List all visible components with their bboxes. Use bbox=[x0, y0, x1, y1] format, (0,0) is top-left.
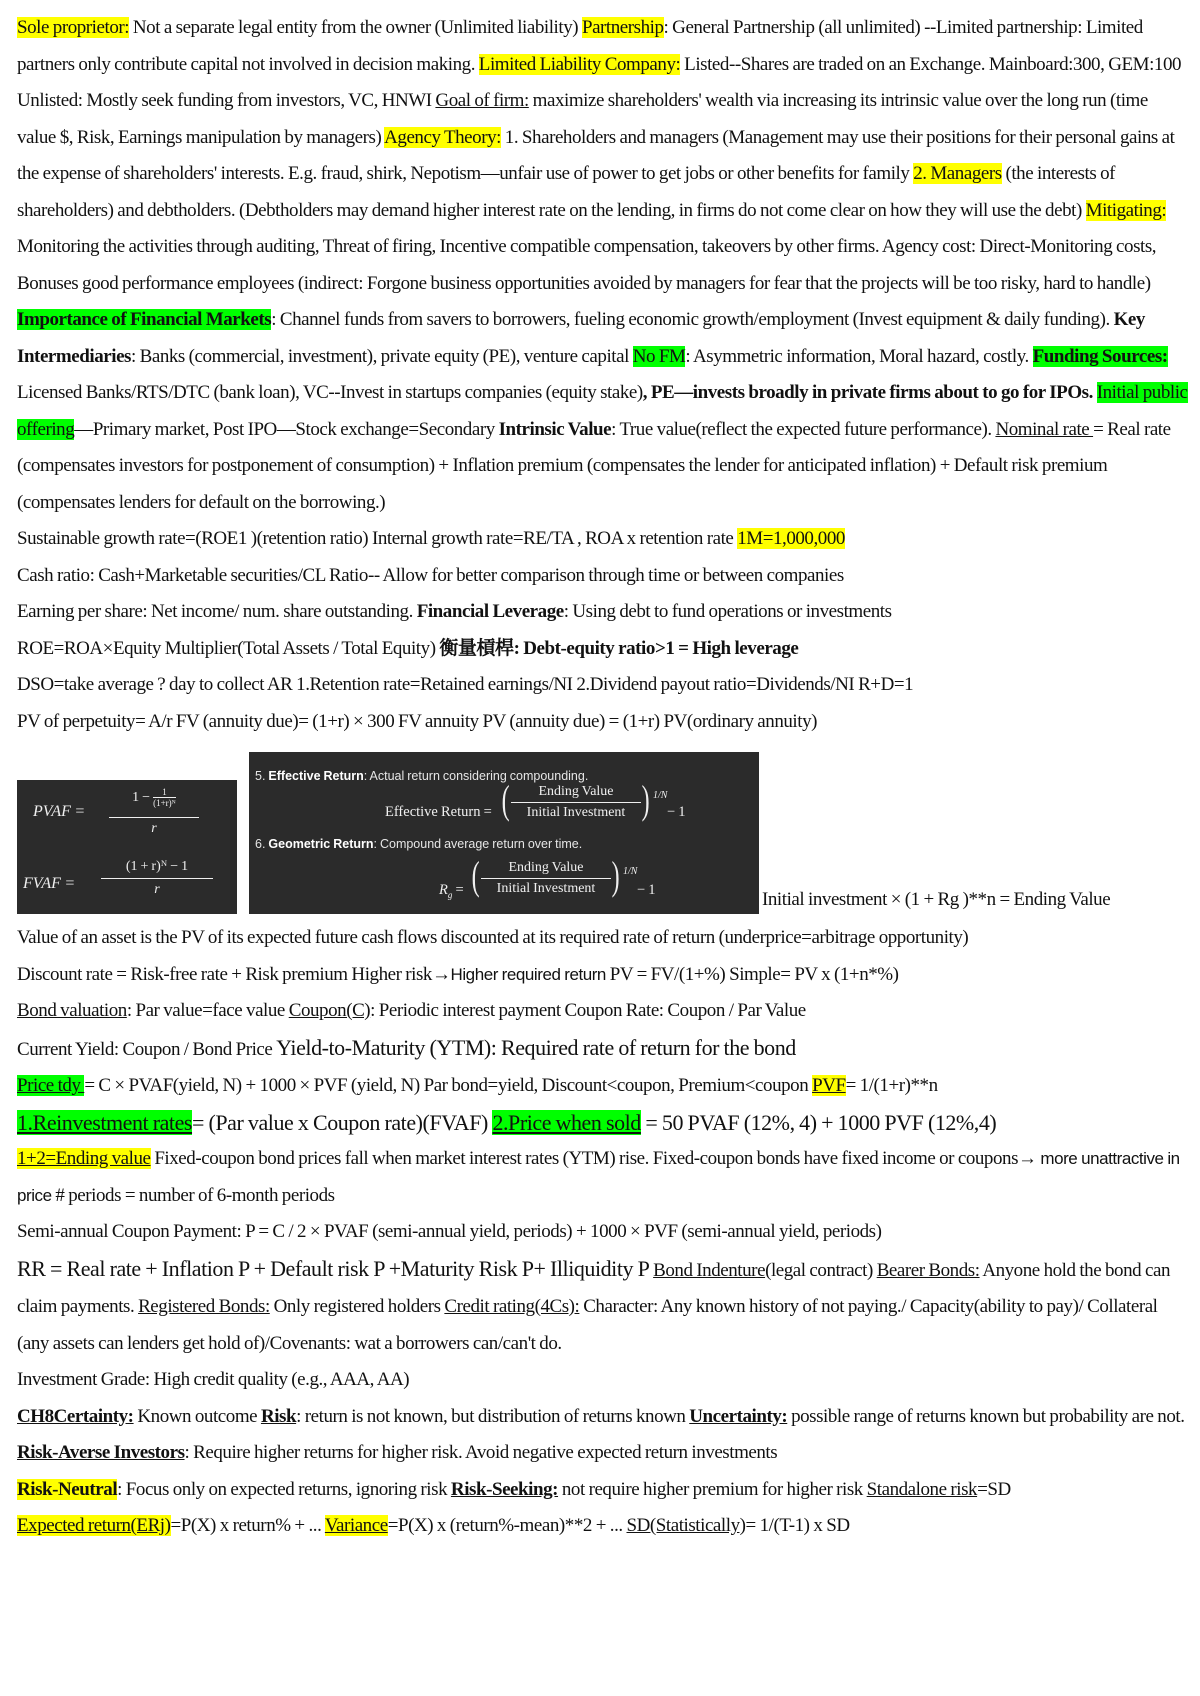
term-ending-value: 1+2=Ending value bbox=[17, 1148, 151, 1169]
term-key-intermediaries: Key Intermediaries bbox=[17, 309, 1145, 367]
pvaf-numerator-text: 1 − bbox=[132, 790, 151, 805]
text-span: = C × PVAF(yield, N) + 1000 × PVF (yield, N) Par bond=yield, Discount<coupon, Premium<coupon bbox=[84, 1075, 813, 1096]
text-span: : Channel funds from savers to borrowers, fueling economic growth/employment (Invest equipment & daily funding). bbox=[271, 309, 1114, 330]
text-span: = 1/(T-1) x SD bbox=[745, 1515, 850, 1536]
line-cash-ratio bbox=[17, 558, 1189, 595]
line-roe bbox=[17, 631, 1189, 668]
line-asset-value bbox=[17, 920, 1189, 957]
text-span: DSO=take average ? day to collect AR 1.Retention rate=Retained earnings/NI 2.Dividend payout ratio=Dividends/NI R+D=1 bbox=[17, 674, 914, 695]
text-span: Not a separate legal entity from the owner (Unlimited liability) bbox=[129, 17, 582, 38]
term-sd: SD(Statistically) bbox=[626, 1515, 746, 1536]
line-current-yield bbox=[17, 1030, 1189, 1069]
line-eps bbox=[17, 594, 1189, 631]
paragraph-business-structures bbox=[17, 10, 1189, 521]
line-discount-rate bbox=[17, 957, 1189, 994]
term-certainty: CH8Certainty: bbox=[17, 1405, 134, 1427]
return-formulas-image bbox=[249, 752, 759, 914]
item-title: Geometric Return bbox=[268, 837, 374, 851]
text-span: Character: Any known history of not paying./ Capacity(ability to pay)/ Collateral (any assets can lenders get hold of)/Covenants: wat a borrowers can/can't do. bbox=[17, 1296, 1158, 1354]
text-pe-bold: , PE—invests broadly in private firms about to go for IPOs. bbox=[642, 382, 1093, 403]
term-price-when-sold: 2.Price when sold bbox=[492, 1109, 641, 1135]
text-span: Earning per share: Net income/ num. share outstanding. bbox=[17, 601, 417, 622]
term-bearer-bonds: Bearer Bonds: bbox=[876, 1259, 980, 1281]
eff-exponent: 1/N bbox=[653, 790, 668, 801]
term-llc: Limited Liability Company: bbox=[478, 53, 681, 75]
geo-exponent: 1/N bbox=[623, 866, 638, 877]
term-funding-sources: Funding Sources: bbox=[1032, 345, 1168, 367]
pvaf-inner-top: 1 bbox=[153, 787, 176, 798]
text-span: : Periodic interest payment Coupon Rate: Coupon / Par Value bbox=[370, 1000, 806, 1021]
text-span: (the interests of shareholders) and debtholders. (Debtholders may demand higher interest rate on the lending, in firms do not come clear on how they will use the debt) bbox=[17, 163, 1116, 221]
paragraph-risk-definitions bbox=[17, 1399, 1189, 1472]
fvaf-numerator: (1 + r)ᴺ − 1 bbox=[125, 859, 189, 874]
term-no-fm: No FM bbox=[632, 345, 686, 367]
pvaf-label: PVAF = bbox=[33, 803, 86, 820]
text-span: # periods = number of 6-month periods bbox=[51, 1184, 335, 1206]
term-bond-valuation: Bond valuation bbox=[17, 1000, 127, 1021]
text-more-unattractive: more unattractive in price bbox=[17, 1149, 1180, 1205]
line-investment-grade bbox=[17, 1362, 1189, 1399]
eff-numerator: Ending Value bbox=[538, 784, 614, 799]
paren-right: ) bbox=[611, 853, 620, 898]
term-importance-financial-markets: Importance of Financial Markets bbox=[17, 309, 272, 330]
text-span: = (Par value x Coupon rate)(FVAF) bbox=[192, 1109, 493, 1135]
paren-left: ( bbox=[471, 853, 480, 898]
text-higher-required-return: Higher required return bbox=[450, 964, 606, 984]
text-span: : Require higher returns for higher risk. Avoid negative expected return investments bbox=[184, 1442, 778, 1463]
item-description: : Actual return considering compounding. bbox=[363, 769, 589, 783]
line-bond-valuation bbox=[17, 993, 1189, 1030]
text-span: not require higher premium for higher risk bbox=[558, 1478, 867, 1500]
term-bond-indenture: Bond Indenture bbox=[653, 1259, 766, 1281]
image-caption-ending-value: Initial investment × (1 + Rg )**n = Ending Value bbox=[762, 889, 1111, 910]
term-agency-theory: Agency Theory: bbox=[384, 126, 501, 148]
text-span: : return is not known, but distribution of returns known bbox=[296, 1405, 690, 1427]
text-span: Cash ratio: Cash+Marketable securities/CL Ratio-- Allow for better comparison through time or between companies bbox=[17, 564, 844, 586]
term-ipo: Initial public offering bbox=[17, 382, 1188, 440]
formula-images-row bbox=[17, 752, 1189, 914]
text-span: : Banks (commercial, investment), private equity (PE), venture capital bbox=[131, 345, 633, 367]
text-span: = Real rate (compensates investors for postponement of consumption) + Inflation premium (compensates the lender for anticipated inflation) + Default risk premium (compensates lenders for default on the borrowing.) bbox=[17, 418, 1171, 513]
text-span: Monitoring the activities through auditing, Threat of firing, Incentive compatible compensation, takeovers by other firms. Agency cost: Direct-Monitoring costs, Bonuses good performance employees (indirect: Forgone business opportunities avoided by managers for fear that the projects will be too risky, hard to handle) bbox=[17, 236, 1157, 294]
term-reinvestment-rates: 1.Reinvestment rates bbox=[17, 1109, 193, 1135]
term-intrinsic-value: Intrinsic Value bbox=[498, 418, 612, 440]
text-span: Semi-annual Coupon Payment: P = C / 2 × PVAF (semi-annual yield, periods) + 1000 × PVF (semi-annual yield, periods) bbox=[17, 1221, 882, 1242]
paren-right: ) bbox=[641, 777, 650, 822]
term-pvf: PVF bbox=[812, 1075, 846, 1096]
term-mitigating: Mitigating: bbox=[1085, 199, 1167, 221]
line-dso bbox=[17, 667, 1189, 704]
text-span: possible range of returns known but probability are not. bbox=[787, 1405, 1185, 1427]
line-expected-return bbox=[17, 1508, 1189, 1545]
text-span: maximize shareholders' wealth via increasing its intrinsic value over the long run (time value $, Risk, Earnings manipulation by managers) bbox=[17, 90, 1148, 148]
term-expected-return: Expected return(ERj) bbox=[17, 1515, 171, 1536]
term-goal-of-firm: Goal of firm: bbox=[435, 90, 529, 111]
item-description: : Compound average return over time. bbox=[373, 837, 583, 851]
text-span: 1. Shareholders and managers (Management may use their positions for their personal gains at the expense of shareholders' interests. E.g. fraud, shirk, Nepotism—unfair use of power to get jobs or other benefits for family bbox=[17, 126, 1175, 184]
text-ytm: Yield-to-Maturity (YTM): Required rate of return for the bond bbox=[276, 1034, 796, 1060]
geo-r: R bbox=[439, 882, 448, 898]
text-span: Current Yield: Coupon / Bond Price bbox=[17, 1038, 277, 1060]
text-span: : Asymmetric information, Moral hazard, costly. bbox=[685, 345, 1033, 367]
eff-denominator: Initial Investment bbox=[511, 802, 641, 823]
text-span: = 1/(1+r)**n bbox=[845, 1075, 938, 1096]
text-span: : General Partnership (all unlimited) --Limited partnership: Limited partners only contribute capital not involved in decision making. bbox=[17, 17, 1143, 75]
text-span: Listed--Shares are traded on an Exchange. Mainboard:300, GEM:100 Unlisted: Mostly seek funding from investors, VC, HNWI bbox=[17, 53, 1182, 111]
geo-denominator: Initial Investment bbox=[481, 878, 611, 899]
fvaf-fraction bbox=[101, 856, 213, 901]
term-risk-seeking: Risk-Seeking: bbox=[450, 1478, 559, 1500]
line-risk-neutral bbox=[17, 1472, 1189, 1509]
paren-left: ( bbox=[501, 777, 510, 822]
text-span: = 50 PVAF (12%, 4) + 1000 PVF (12%,4) bbox=[640, 1109, 997, 1135]
text-span: PV of perpetuity= A/r FV (annuity due)= (1+r) × 300 FV annuity PV (annuity due) = (1+r) PV(ordinary annuity) bbox=[17, 710, 818, 732]
paragraph-bond-types bbox=[17, 1251, 1189, 1363]
item-title: Effective Return bbox=[268, 769, 364, 783]
text-span: : Using debt to fund operations or investments bbox=[563, 601, 892, 622]
eff-minus-one: − 1 bbox=[667, 804, 686, 820]
geo-minus-one: − 1 bbox=[637, 882, 656, 898]
paragraph-fixed-coupon bbox=[17, 1141, 1189, 1214]
term-risk-averse: Risk-Averse Investors bbox=[17, 1442, 185, 1463]
term-nominal-rate: Nominal rate bbox=[995, 418, 1094, 440]
term-coupon: Coupon(C) bbox=[288, 1000, 371, 1021]
note-million: 1M=1,000,000 bbox=[737, 528, 845, 549]
effective-return-fraction bbox=[511, 782, 641, 823]
geo-numerator: Ending Value bbox=[508, 860, 584, 875]
pvaf-fvaf-formula-image bbox=[17, 780, 237, 914]
pvaf-fraction bbox=[109, 780, 199, 840]
line-semi-annual bbox=[17, 1214, 1189, 1251]
text-span: : Par value=face value bbox=[126, 1000, 289, 1021]
term-managers: 2. Managers bbox=[913, 163, 1002, 184]
fvaf-denominator: r bbox=[101, 878, 213, 901]
geo-equals: = bbox=[452, 882, 464, 898]
text-span: =SD bbox=[977, 1478, 1011, 1500]
text-span: : True value(reflect the expected future performance). bbox=[611, 418, 996, 440]
text-span: =P(X) x return% + ... bbox=[170, 1515, 325, 1536]
text-leverage-bold: 衡量槓桿: Debt-equity ratio>1 = High leverage bbox=[439, 637, 799, 659]
item-number: 5. bbox=[255, 769, 266, 783]
text-required-return: RR = Real rate + Inflation P + Default risk P +Maturity Risk P+ Illiquidity P bbox=[17, 1255, 654, 1281]
geometric-return-fraction bbox=[481, 858, 611, 899]
effective-return-label: Effective Return = bbox=[385, 804, 492, 820]
term-risk: Risk bbox=[260, 1405, 297, 1427]
geometric-return-label bbox=[439, 872, 464, 913]
text-span: (legal contract) bbox=[765, 1259, 877, 1281]
pvaf-numerator bbox=[109, 780, 199, 817]
term-uncertainty: Uncertainty: bbox=[689, 1405, 788, 1427]
notes-document bbox=[17, 10, 1189, 1545]
pvaf-denominator: r bbox=[109, 817, 199, 840]
pvaf-inner-bottom: (1+r)ᴺ bbox=[153, 798, 176, 809]
pvaf-inner-fraction bbox=[153, 787, 176, 808]
term-financial-leverage: Financial Leverage bbox=[416, 601, 564, 622]
text-span: Value of an asset is the PV of its expected future cash flows discounted at its required rate of return (underprice=arbitrage opportunity) bbox=[17, 927, 969, 948]
text-span: Only registered holders bbox=[269, 1296, 445, 1317]
line-growth-rates bbox=[17, 521, 1189, 558]
term-standalone-risk: Standalone risk bbox=[866, 1478, 978, 1500]
term-risk-neutral: Risk-Neutral bbox=[17, 1478, 118, 1500]
text-span: : Focus only on expected returns, ignoring risk bbox=[117, 1478, 451, 1500]
text-span: PV = FV/(1+%) Simple= PV x (1+n*%) bbox=[605, 963, 899, 985]
line-reinvestment bbox=[17, 1105, 1189, 1142]
term-price-today: Price tdy bbox=[17, 1075, 85, 1096]
text-span: =P(X) x (return%-mean)**2 + ... bbox=[387, 1515, 627, 1536]
text-span: Anyone hold the bond can claim payments. bbox=[17, 1259, 1171, 1317]
term-sole-proprietor: Sole proprietor: bbox=[17, 17, 130, 38]
term-credit-rating: Credit rating(4Cs): bbox=[444, 1296, 580, 1317]
term-variance: Variance bbox=[324, 1515, 388, 1536]
text-span: Investment Grade: High credit quality (e.g., AAA, AA) bbox=[17, 1369, 410, 1390]
fvaf-label: FVAF = bbox=[23, 875, 76, 892]
text-span: Licensed Banks/RTS/DTC (bank loan), VC--Invest in startups companies (equity stake) bbox=[17, 382, 643, 403]
term-partnership: Partnership bbox=[581, 17, 664, 38]
item-number: 6. bbox=[255, 837, 266, 851]
geo-sub: g bbox=[447, 889, 453, 900]
text-span: Sustainable growth rate=(ROE1 )(retention ratio) Internal growth rate=RE/TA , ROA x retention rate bbox=[17, 528, 738, 549]
term-registered-bonds: Registered Bonds: bbox=[138, 1296, 270, 1317]
text-span: Known outcome bbox=[133, 1405, 261, 1427]
text-span: ROE=ROA×Equity Multiplier(Total Assets / Total Equity) bbox=[17, 637, 440, 659]
line-price-today bbox=[17, 1068, 1189, 1105]
text-span: Fixed-coupon bond prices fall when market interest rates (YTM) rise. Fixed-coupon bonds have fixed income or coupons→ bbox=[150, 1148, 1041, 1169]
text-span: —Primary market, Post IPO—Stock exchange=Secondary bbox=[74, 418, 499, 440]
line-perpetuity bbox=[17, 704, 1189, 741]
text-span: Discount rate = Risk-free rate + Risk premium Higher risk→ bbox=[17, 963, 451, 985]
